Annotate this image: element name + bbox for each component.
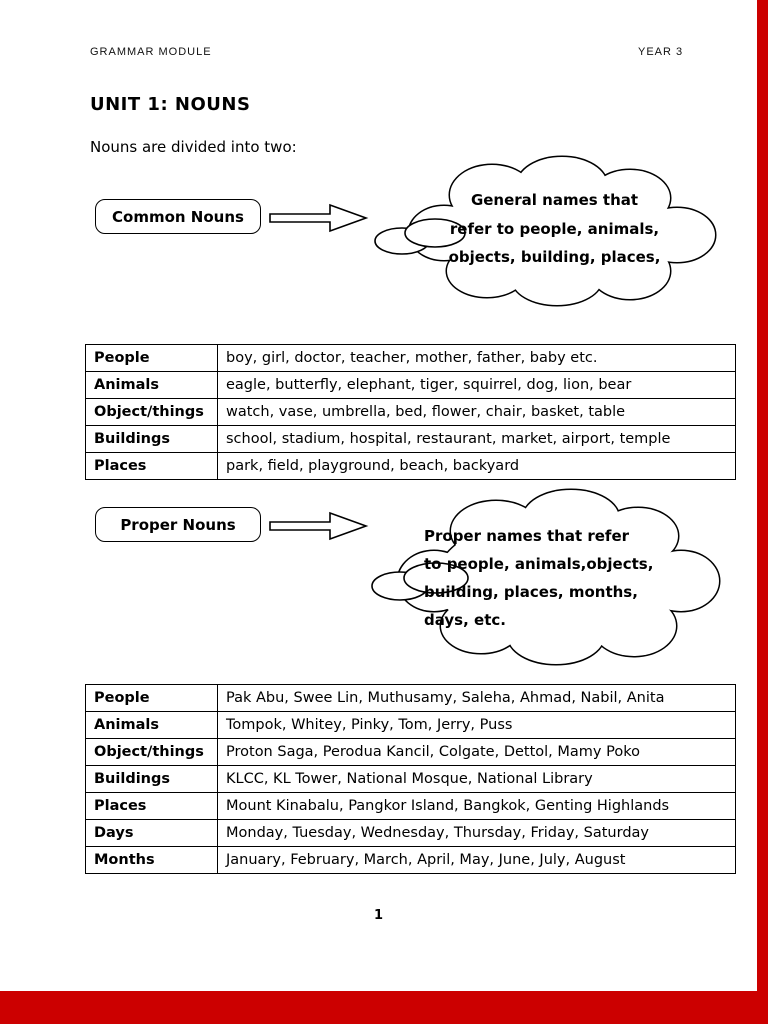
row-label: Object/things (86, 399, 218, 426)
row-value: boy, girl, doctor, teacher, mother, father, baby etc. (218, 345, 736, 372)
table-row (86, 426, 736, 453)
row-label: Places (86, 793, 218, 820)
cloud-text-line: to people, animals,objects, (424, 555, 654, 573)
row-label: Places (86, 453, 218, 480)
row-value: eagle, butterfly, elephant, tiger, squirrel, dog, lion, bear (218, 372, 736, 399)
page-number: 1 (373, 908, 384, 923)
table-row (86, 453, 736, 480)
table-row (86, 820, 736, 847)
row-label: Object/things (86, 739, 218, 766)
row-value: KLCC, KL Tower, National Mosque, National Library (218, 766, 736, 793)
cloud-text-line: objects, building, places, (448, 248, 661, 266)
row-label: Buildings (86, 766, 218, 793)
table-row (86, 712, 736, 739)
table-row (86, 793, 736, 820)
cloud-text-line: General names that (470, 191, 639, 209)
row-value: Monday, Tuesday, Wednesday, Thursday, Friday, Saturday (218, 820, 736, 847)
row-value: school, stadium, hospital, restaurant, market, airport, temple (218, 426, 736, 453)
common-nouns-label: Common Nouns (112, 207, 244, 226)
table-row (86, 847, 736, 874)
table-row (86, 372, 736, 399)
row-value: Pak Abu, Swee Lin, Muthusamy, Saleha, Ahmad, Nabil, Anita (218, 685, 736, 712)
row-label: Buildings (86, 426, 218, 453)
proper-nouns-box (95, 507, 261, 542)
row-value: Tompok, Whitey, Pinky, Tom, Jerry, Puss (218, 712, 736, 739)
arrow-right-icon (268, 509, 370, 543)
row-label: People (86, 685, 218, 712)
common-nouns-table (85, 344, 736, 480)
row-value: park, field, playground, beach, backyard (218, 453, 736, 480)
cloud-text-line: building, places, months, (424, 583, 638, 601)
intro-text: Nouns are divided into two: (90, 138, 297, 156)
proper-nouns-table (85, 684, 736, 874)
arrow-right-icon (268, 201, 370, 235)
row-label: Animals (86, 712, 218, 739)
row-label: Days (86, 820, 218, 847)
table-row (86, 399, 736, 426)
row-value: watch, vase, umbrella, bed, flower, chair, basket, table (218, 399, 736, 426)
row-label: People (86, 345, 218, 372)
proper-cloud-text (424, 522, 704, 634)
header-left: GRAMMAR MODULE (90, 46, 212, 58)
row-label: Animals (86, 372, 218, 399)
proper-nouns-label: Proper Nouns (120, 515, 236, 534)
row-value: Proton Saga, Perodua Kancil, Colgate, Dettol, Mamy Poko (218, 739, 736, 766)
common-nouns-box (95, 199, 261, 234)
cloud-text-line: refer to people, animals, (449, 219, 660, 238)
cloud-text-line: Proper names that refer (424, 527, 630, 545)
row-value: January, February, March, April, May, June, July, August (218, 847, 736, 874)
table-row (86, 739, 736, 766)
common-cloud-text (412, 186, 697, 272)
table-row (86, 685, 736, 712)
table-row (86, 766, 736, 793)
table-row (86, 345, 736, 372)
row-value: Mount Kinabalu, Pangkor Island, Bangkok, Genting Highlands (218, 793, 736, 820)
header-right: YEAR 3 (638, 46, 684, 58)
cloud-text-line: days, etc. (424, 611, 506, 629)
page-title: UNIT 1: NOUNS (90, 94, 251, 115)
row-label: Months (86, 847, 218, 874)
